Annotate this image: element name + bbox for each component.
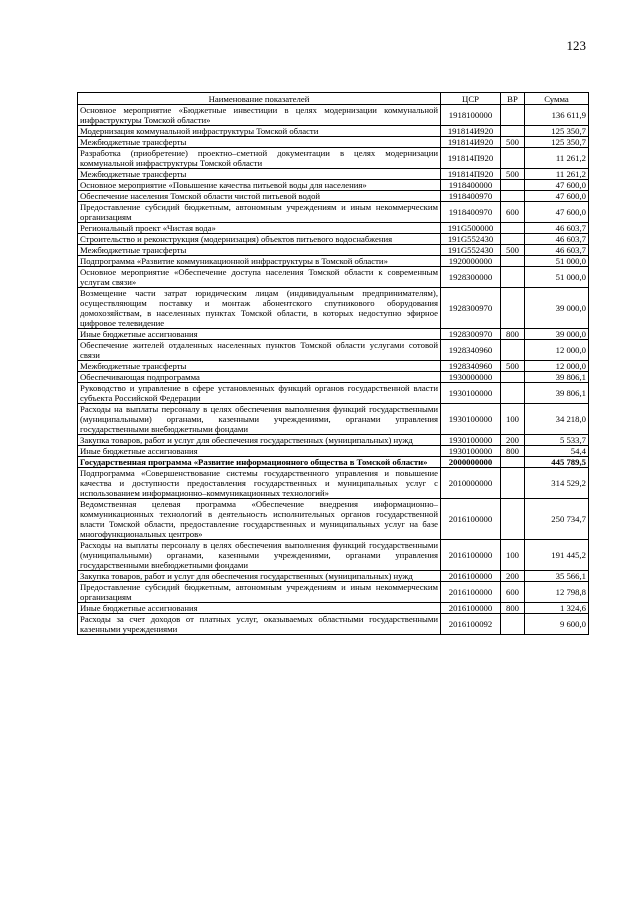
row-sum: 51 000,0 (525, 256, 589, 267)
table-row (78, 603, 589, 614)
row-sum: 11 261,2 (525, 169, 589, 180)
table-row (78, 288, 589, 329)
row-csr: 1920000000 (441, 256, 501, 267)
row-csr: 1918400000 (441, 180, 501, 191)
table-row (78, 105, 589, 126)
row-name: Расходы за счет доходов от платных услуг, оказываемых областными государственными казенными учреждениями (78, 614, 441, 635)
row-csr: 1930000000 (441, 372, 501, 383)
row-vr (501, 223, 525, 234)
row-sum: 125 350,7 (525, 137, 589, 148)
row-name: Закупка товаров, работ и услуг для обеспечения государственных (муниципальных) нужд (78, 435, 441, 446)
row-vr (501, 126, 525, 137)
row-name: Обеспечивающая подпрограмма (78, 372, 441, 383)
table-row (78, 499, 589, 540)
row-csr: 2010000000 (441, 468, 501, 499)
row-name: Строительство и реконструкция (модернизация) объектов питьевого водоснабжения (78, 234, 441, 245)
row-vr (501, 457, 525, 468)
row-vr (501, 180, 525, 191)
row-name: Государственная программа «Развитие информационного общества в Томской области» (78, 457, 441, 468)
row-name: Модернизация коммунальной инфраструктуры Томской области (78, 126, 441, 137)
row-sum: 54,4 (525, 446, 589, 457)
row-csr: 191814И920 (441, 137, 501, 148)
table-row (78, 468, 589, 499)
row-csr: 191G500000 (441, 223, 501, 234)
table-header-row (78, 93, 589, 105)
table-row (78, 234, 589, 245)
table-row (78, 404, 589, 435)
table-row (78, 571, 589, 582)
table-row (78, 446, 589, 457)
row-csr: 1928340960 (441, 361, 501, 372)
table-row (78, 383, 589, 404)
row-name: Обеспечение жителей отдаленных населенных пунктов Томской области услугами сотовой связи (78, 340, 441, 361)
row-sum: 39 000,0 (525, 288, 589, 329)
row-sum: 47 600,0 (525, 191, 589, 202)
table-row (78, 245, 589, 256)
row-vr: 800 (501, 329, 525, 340)
row-csr: 2016100092 (441, 614, 501, 635)
row-name: Иные бюджетные ассигнования (78, 446, 441, 457)
table-body (78, 105, 589, 635)
row-csr: 2016100000 (441, 603, 501, 614)
row-name: Возмещение части затрат юридическим лицам (индивидуальным предпринимателям), осуществляющим поставку и монтаж абонентского спутникового оборудования домохозяйствам, в населенных пунктах Томской области, в которых недоступно эфирное цифровое телевидение (78, 288, 441, 329)
row-csr: 2016100000 (441, 499, 501, 540)
table-row (78, 126, 589, 137)
table-row (78, 329, 589, 340)
row-vr: 500 (501, 245, 525, 256)
row-sum: 9 600,0 (525, 614, 589, 635)
row-name: Подпрограмма «Совершенствование системы государственного управления и повышение качества и доступности предоставления государственных и муниципальных услуг с использованием информационно–коммуникационных технологий» (78, 468, 441, 499)
table-row (78, 457, 589, 468)
row-csr: 1928300000 (441, 267, 501, 288)
row-sum: 35 566,1 (525, 571, 589, 582)
row-csr: 1918400970 (441, 191, 501, 202)
row-name: Иные бюджетные ассигнования (78, 603, 441, 614)
row-name: Основное мероприятие «Обеспечение доступа населения Томской области к современным услугам связи» (78, 267, 441, 288)
row-sum: 12 000,0 (525, 340, 589, 361)
row-sum: 11 261,2 (525, 148, 589, 169)
row-csr: 191814П920 (441, 169, 501, 180)
row-csr: 191814П920 (441, 148, 501, 169)
row-vr: 200 (501, 571, 525, 582)
row-sum: 47 600,0 (525, 180, 589, 191)
row-sum: 46 603,7 (525, 234, 589, 245)
row-sum: 46 603,7 (525, 223, 589, 234)
row-sum: 445 789,5 (525, 457, 589, 468)
table-row (78, 614, 589, 635)
row-name: Расходы на выплаты персоналу в целях обеспечения выполнения функций государственными (муниципальными) органами, казенными учреждениями, органами управления государственными внебюджетными фондами (78, 404, 441, 435)
table-row (78, 267, 589, 288)
row-sum: 1 324,6 (525, 603, 589, 614)
row-vr: 100 (501, 540, 525, 571)
row-sum: 5 533,7 (525, 435, 589, 446)
table-row (78, 180, 589, 191)
row-vr: 500 (501, 137, 525, 148)
row-name: Межбюджетные трансферты (78, 137, 441, 148)
row-name: Разработка (приобретение) проектно–сметной документации в целях модернизации коммунальной инфраструктуры Томской области (78, 148, 441, 169)
page-number: 123 (566, 38, 586, 53)
header-csr: ЦСР (441, 93, 501, 105)
row-vr (501, 340, 525, 361)
table-row (78, 169, 589, 180)
row-csr: 1928300970 (441, 288, 501, 329)
row-sum: 191 445,2 (525, 540, 589, 571)
row-sum: 125 350,7 (525, 126, 589, 137)
row-name: Межбюджетные трансферты (78, 169, 441, 180)
row-sum: 39 806,1 (525, 372, 589, 383)
row-vr (501, 499, 525, 540)
row-csr: 1918400970 (441, 202, 501, 223)
table-row (78, 435, 589, 446)
row-vr (501, 288, 525, 329)
table-row (78, 137, 589, 148)
row-sum: 34 218,0 (525, 404, 589, 435)
row-sum: 12 798,8 (525, 582, 589, 603)
row-vr: 600 (501, 202, 525, 223)
row-sum: 314 529,2 (525, 468, 589, 499)
table-row (78, 191, 589, 202)
row-vr: 500 (501, 169, 525, 180)
row-csr: 191814И920 (441, 126, 501, 137)
table-row (78, 582, 589, 603)
table-row (78, 202, 589, 223)
row-name: Руководство и управление в сфере установленных функций органов государственной власти субъекта Российской Федерации (78, 383, 441, 404)
row-csr: 1918100000 (441, 105, 501, 126)
row-vr (501, 234, 525, 245)
row-vr: 100 (501, 404, 525, 435)
row-vr (501, 614, 525, 635)
row-vr (501, 383, 525, 404)
row-vr (501, 372, 525, 383)
row-name: Основное мероприятие «Повышение качества питьевой воды для населения» (78, 180, 441, 191)
table-row (78, 361, 589, 372)
header-name: Наименование показателей (78, 93, 441, 105)
row-name: Иные бюджетные ассигнования (78, 329, 441, 340)
row-vr (501, 256, 525, 267)
row-name: Ведомственная целевая программа «Обеспечение внедрения информационно–коммуникационных технологий в деятельность исполнительных органов государственной власти Томской области, предоставление государственных и муниципальных услуг на базе многофункциональных центров» (78, 499, 441, 540)
row-csr: 191G552430 (441, 234, 501, 245)
row-name: Закупка товаров, работ и услуг для обеспечения государственных (муниципальных) нужд (78, 571, 441, 582)
row-csr: 1930100000 (441, 383, 501, 404)
table-row (78, 148, 589, 169)
row-sum: 250 734,7 (525, 499, 589, 540)
row-sum: 136 611,9 (525, 105, 589, 126)
row-name: Межбюджетные трансферты (78, 361, 441, 372)
row-csr: 1930100000 (441, 446, 501, 457)
row-sum: 12 000,0 (525, 361, 589, 372)
row-sum: 51 000,0 (525, 267, 589, 288)
row-csr: 2016100000 (441, 540, 501, 571)
row-vr: 500 (501, 361, 525, 372)
row-csr: 2016100000 (441, 571, 501, 582)
row-sum: 46 603,7 (525, 245, 589, 256)
table-row (78, 256, 589, 267)
row-name: Предоставление субсидий бюджетным, автономным учреждениям и иным некоммерческим организациям (78, 582, 441, 603)
row-csr: 2000000000 (441, 457, 501, 468)
table-row (78, 223, 589, 234)
row-name: Региональный проект «Чистая вода» (78, 223, 441, 234)
row-sum: 39 806,1 (525, 383, 589, 404)
row-vr (501, 105, 525, 126)
table-row (78, 540, 589, 571)
row-sum: 39 000,0 (525, 329, 589, 340)
row-vr: 800 (501, 603, 525, 614)
row-vr (501, 148, 525, 169)
row-csr: 1928300970 (441, 329, 501, 340)
row-vr: 600 (501, 582, 525, 603)
header-vr: ВР (501, 93, 525, 105)
table-row (78, 340, 589, 361)
row-vr (501, 191, 525, 202)
row-vr (501, 468, 525, 499)
row-name: Подпрограмма «Развитие коммуникационной инфраструктуры в Томской области» (78, 256, 441, 267)
row-csr: 191G552430 (441, 245, 501, 256)
row-name: Основное мероприятие «Бюджетные инвестиции в целях модернизации коммунальной инфраструктуры Томской области» (78, 105, 441, 126)
row-vr (501, 267, 525, 288)
row-vr: 200 (501, 435, 525, 446)
header-sum: Сумма (525, 93, 589, 105)
row-csr: 1930100000 (441, 435, 501, 446)
row-csr: 1928340960 (441, 340, 501, 361)
row-csr: 1930100000 (441, 404, 501, 435)
row-name: Расходы на выплаты персоналу в целях обеспечения выполнения функций государственными (муниципальными) органами, казенными учреждениями, органами управления государственными внебюджетными фондами (78, 540, 441, 571)
row-name: Обеспечение населения Томской области чистой питьевой водой (78, 191, 441, 202)
row-csr: 2016100000 (441, 582, 501, 603)
budget-table (77, 92, 589, 635)
row-vr: 800 (501, 446, 525, 457)
row-sum: 47 600,0 (525, 202, 589, 223)
table-row (78, 372, 589, 383)
row-name: Предоставление субсидий бюджетным, автономным учреждениям и иным некоммерческим организациям (78, 202, 441, 223)
row-name: Межбюджетные трансферты (78, 245, 441, 256)
